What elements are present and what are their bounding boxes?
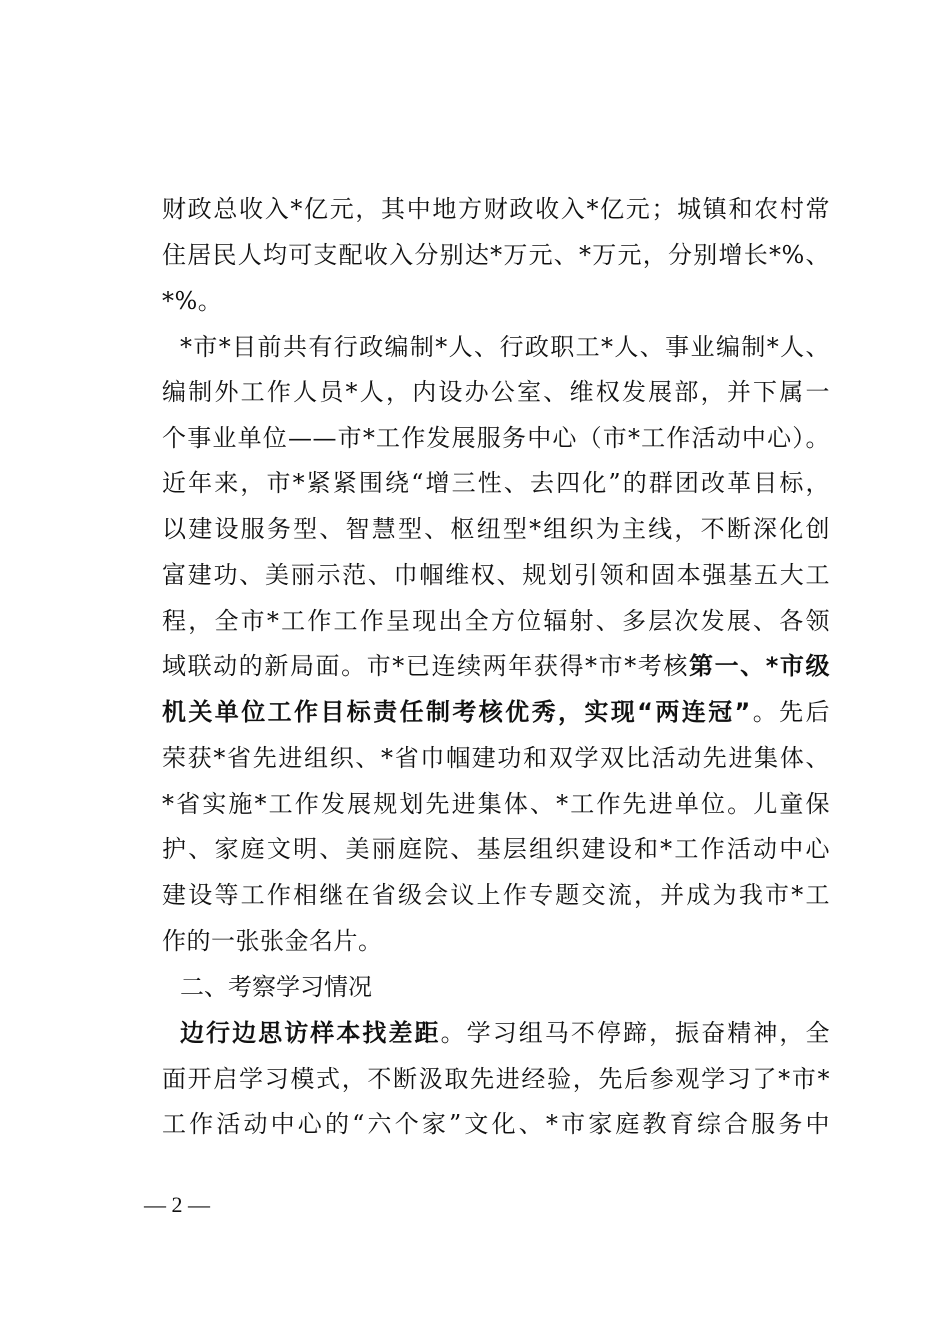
paragraph-text: 。先后 [750,698,831,726]
paragraph-line-mixed [162,650,830,682]
paragraph-line: 建设等工作相继在省级会议上作专题交流，并成为我市*工 [162,881,830,909]
paragraph-line: 富建功、美丽示范、巾帼维权、规划引领和固本强基五大工 [162,561,830,589]
paragraph-line: 作的一张张金名片。 [162,927,383,955]
paragraph-line: 个事业单位——市*工作发展服务中心（市*工作活动中心）。 [162,424,830,452]
paragraph-line: 住居民人均可支配收入分别达*万元、*万元，分别增长*%、 [162,241,830,269]
paragraph-line: 以建设服务型、智慧型、枢纽型*组织为主线，不断深化创 [162,515,830,543]
paragraph-line: *%。 [162,287,223,315]
paragraph-line: 护、家庭文明、美丽庭院、基层组织建设和*工作活动中心 [162,835,830,863]
paragraph-text: 。学习组马不停蹄，振奋精神，全 [440,1019,830,1047]
paragraph-text: 域联动的新局面。市*已连续两年获得*市*考核 [162,652,689,680]
paragraph-line-mixed [162,696,830,728]
paragraph-line: *省实施*工作发展规划先进集体、*工作先进单位。儿童保 [162,790,830,818]
paragraph-line: 财政总收入*亿元，其中地方财政收入*亿元；城镇和农村常 [162,195,830,223]
paragraph-line: 工作活动中心的“六个家”文化、*市家庭教育综合服务中 [162,1110,830,1138]
emphasis-text: 机关单位工作目标责任制考核优秀，实现“两连冠” [162,698,751,726]
paragraph-line: 面开启学习模式，不断汲取先进经验，先后参观学习了*市* [162,1065,830,1093]
paragraph-line: 程，全市*工作工作呈现出全方位辐射、多层次发展、各领 [162,607,830,635]
paragraph-line: 编制外工作人员*人，内设办公室、维权发展部，并下属一 [162,378,830,406]
paragraph-line-mixed [180,1017,830,1049]
lead-heading: 边行边思访样本找差距 [180,1019,441,1047]
section-heading: 二、考察学习情况 [180,973,372,1001]
paragraph-line: 荣获*省先进组织、*省巾帼建功和双学双比活动先进集体、 [162,744,830,772]
page-number: — 2 — [144,1192,210,1217]
paragraph-line: *市*目前共有行政编制*人、行政职工*人、事业编制*人、 [180,333,830,361]
emphasis-text: 第一、*市级 [689,652,831,680]
paragraph-line: 近年来，市*紧紧围绕“增三性、去四化”的群团改革目标， [162,469,830,497]
